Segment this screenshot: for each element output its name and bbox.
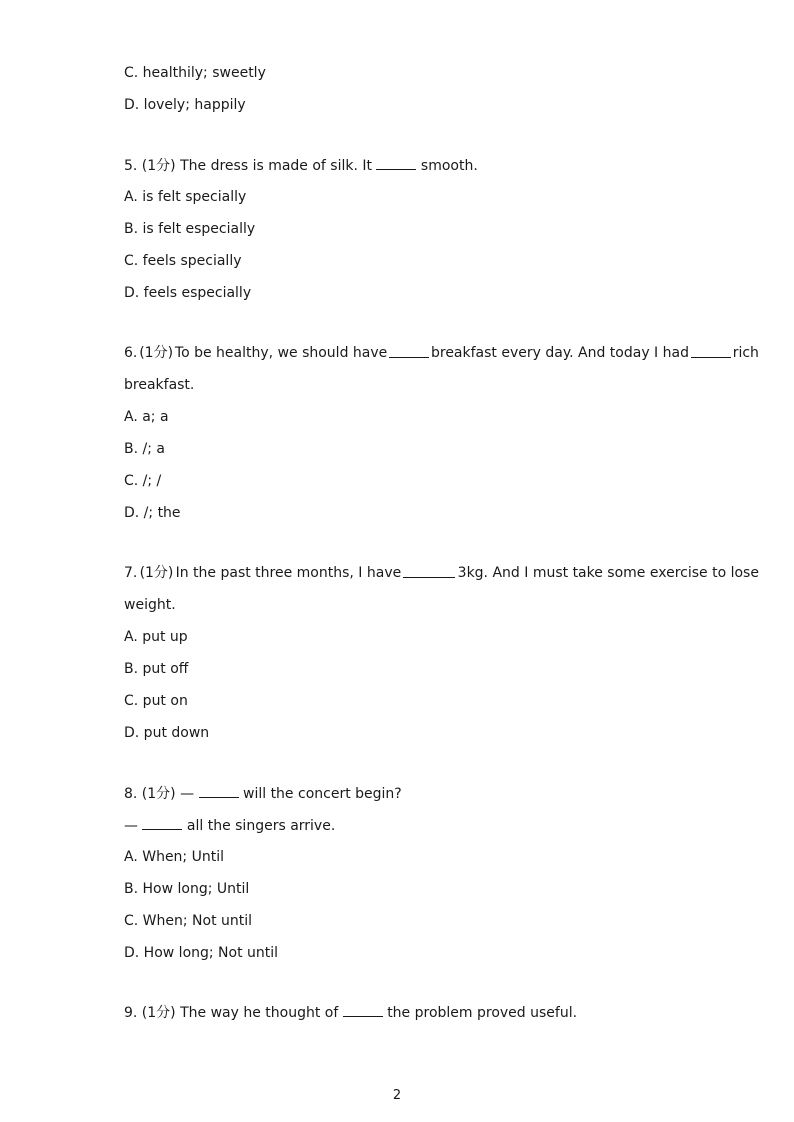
q6-text-b: breakfast every day. And today I had [430, 345, 689, 361]
q6-blank-2 [691, 344, 731, 358]
q7-points: (1分) [139, 565, 174, 581]
q9-blank [343, 1003, 383, 1017]
q7-option-d: D. put down [124, 725, 210, 741]
q8-stem-line2 [124, 816, 335, 835]
q7-option-a: A. put up [124, 629, 188, 645]
q6-option-a: A. a; a [124, 409, 169, 425]
q7-text-b: 3kg. And I must take some exercise to lose [457, 565, 759, 581]
q7-option-b: B. put off [124, 661, 189, 677]
q5-option-b: B. is felt especially [124, 221, 256, 237]
q8-stem-prefix: 8. (1分) — [124, 786, 195, 802]
q8-option-d: D. How long; Not until [124, 945, 279, 961]
q6-text-c: rich [732, 345, 759, 361]
q7-blank [403, 564, 455, 578]
q8-option-a: A. When; Until [124, 849, 224, 865]
q6-stem-line2: breakfast. [124, 377, 195, 393]
q5-option-d: D. feels especially [124, 285, 252, 301]
q9-stem-prefix: 9. (1分) The way he thought of [124, 1005, 339, 1021]
q5-option-a: A. is felt specially [124, 189, 247, 205]
q5-stem [124, 156, 478, 175]
q6-blank-1 [389, 344, 429, 358]
q8-dash: — [124, 818, 138, 834]
q6-points: (1分) [139, 345, 174, 361]
q6-stem-line1 [124, 344, 759, 362]
q7-option-c: C. put on [124, 693, 188, 709]
q8-blank-2 [142, 816, 182, 830]
q4-option-d: D. lovely; happily [124, 97, 246, 113]
q6-option-d: D. /; the [124, 505, 181, 521]
q7-text-a: In the past three months, I have [175, 565, 402, 581]
q8-stem-line1 [124, 784, 402, 803]
q5-blank [376, 156, 416, 170]
q6-text-a: To be healthy, we should have [174, 345, 388, 361]
q8-line2-suffix: all the singers arrive. [186, 818, 336, 834]
q7-number: 7. [124, 565, 138, 581]
q6-number: 6. [124, 345, 138, 361]
q4-option-c: C. healthily; sweetly [124, 65, 266, 81]
q8-option-c: C. When; Not until [124, 913, 253, 929]
q7-stem-line2: weight. [124, 597, 176, 613]
q7-stem-line1 [124, 564, 759, 582]
q6-option-b: B. /; a [124, 441, 165, 457]
q6-option-c: C. /; / [124, 473, 162, 489]
q5-stem-prefix: 5. (1分) The dress is made of silk. It [124, 158, 373, 174]
q9-stem [124, 1003, 577, 1022]
q9-stem-suffix: the problem proved useful. [387, 1005, 578, 1021]
q5-stem-suffix: smooth. [420, 158, 478, 174]
page-number: 2 [392, 1088, 402, 1103]
q8-stem-suffix: will the concert begin? [243, 786, 402, 802]
q5-option-c: C. feels specially [124, 253, 242, 269]
q8-blank-1 [199, 784, 239, 798]
q8-option-b: B. How long; Until [124, 881, 250, 897]
